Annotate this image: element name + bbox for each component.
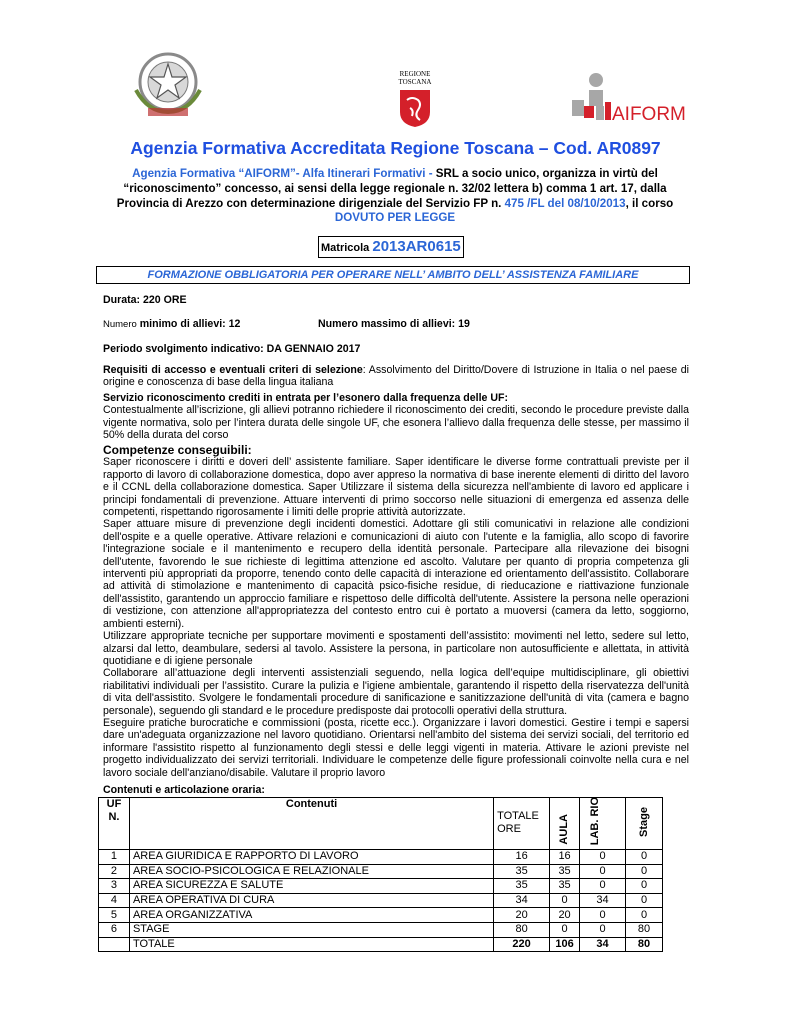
header-lab <box>580 798 626 850</box>
row-number: 2 <box>99 864 130 879</box>
matricola-box <box>318 236 464 258</box>
course-title-banner: FORMAZIONE OBBLIGATORIA PER OPERARE NELL’ AMBITO DELL’ ASSISTENZA FAMILIARE <box>96 266 690 284</box>
total-aula: 106 <box>550 937 580 952</box>
aiform-text: AIFORM <box>612 104 686 125</box>
total-hours: 220 <box>494 937 550 952</box>
periodo: Periodo svolgimento indicativo: DA GENNAIO 2017 <box>103 343 361 355</box>
intro-agency-name: Agenzia Formativa “AIFORM”- Alfa Itinerari Formativi - <box>132 167 436 180</box>
contenuti-heading: Contenuti e articolazione oraria: <box>103 784 265 796</box>
competenze-paragraph: Saper attuare misure di prevenzione degli incidenti domestici. Adottare gli stili comunicativi in relazione alle condizioni dell'ospite e a quelle operative. Attivare relazioni e comunicazioni di aiuto con l'utente e la famiglia, allo scopo di favorire l'integrazione sociale e il mantenimento e recupero della identità personale. Partecipare alla rilevazione dei bisogni dell'utente, favorendo le sue richieste di legittima attenzione ed ascolto. Valutare per quanto di propria competenza gli interventi più appropriati da proporre, tenendo conto delle capacità di interazione ed orientamento dell'assistito. Collaborare ad attività di stimolazione e mantenimento di capacità psico-fisiche residue, di rieducazione e riattivazione funzionale dell'assistito, garantendo un approccio familiare e rispettoso delle difficoltà dell'utente. Assistere la persona nelle operazioni di vestizione, con attenzione all'appropriatezza del contesto entro cui è portato a muoversi (camera da letto, soggiorno, ambienti esterni). <box>103 518 689 630</box>
header-stage <box>626 798 663 850</box>
row-content: AREA OPERATIVA DI CURA <box>129 893 493 908</box>
table-total-row <box>99 937 663 952</box>
requisiti-text: : Assolvimento del Diritto/Dovere di Istruzione in Italia o nel paese di origine e conoscenza di base della lingua italiana <box>103 364 689 389</box>
row-number: 1 <box>99 850 130 865</box>
allievi-max: Numero massimo di allievi: 19 <box>318 318 470 330</box>
row-content: STAGE <box>129 922 493 937</box>
row-aula: 0 <box>550 922 580 937</box>
header-stage-label: Stage <box>637 806 650 837</box>
competenze-paragraph: Eseguire pratiche burocratiche e commissioni (posta, ricette ecc.). Organizzare i lavori domestici. Gestire i tempi e sapersi dare un'adeguata organizzazione nel lavoro quotidiano. Orientarsi nell'ambito del sistema dei servizi sociali, del territorio ed informare l'assistito rispetto al funzionamento degli stessi e delle leggi vigenti in materia. Attivare le azioni previste nel progetto individualizzato dei servizi territoriali. Individuare le competenze delle figure professionali coinvolte nella cura e nel lavoro sociale dell'anziano/disabile. Valutare il proprio lavoro <box>103 716 689 779</box>
row-stage: 80 <box>626 922 663 937</box>
header-uf: UF N. <box>99 798 130 850</box>
row-content: AREA ORGANIZZATIVA <box>129 908 493 923</box>
competenze-paragraph: Saper riconoscere i diritti e doveri dell’ assistente familiare. Saper identificare le diverse forme contrattuali previste per il rapporto di lavoro di collaborazione domestica, dopo aver appreso la normativa di base inerente elementi di diritto del lavoro e il CCNL della collaborazione domestica. Saper Utilizzare il sistema della sicurezza nell'ambiente di lavoro ed applicare i principi fondamentali di prevenzione. Attuare interventi di primo soccorso nelle situazioni di emergenza ed assenza delle competenti, rispettando rigorosamente i limiti delle proprie attività autorizzate. <box>103 456 689 519</box>
table-row <box>99 850 663 865</box>
row-lab: 0 <box>580 879 626 894</box>
allievi-min <box>103 318 240 330</box>
row-number: 4 <box>99 893 130 908</box>
row-content: AREA SOCIO-PSICOLOGICA E RELAZIONALE <box>129 864 493 879</box>
row-aula: 35 <box>550 864 580 879</box>
table-row <box>99 922 663 937</box>
regione-toscana-logo <box>390 70 440 128</box>
competenze-section <box>103 444 689 779</box>
row-content: AREA GIURIDICA E RAPPORTO DI LAVORO <box>129 850 493 865</box>
row-stage: 0 <box>626 879 663 894</box>
contenuti-table <box>98 797 663 952</box>
regione-label: REGIONE <box>399 70 431 78</box>
header-totale: TOTALE ORE <box>494 798 550 850</box>
riconoscimento-text: Contestualmente all’iscrizione, gli allievi potranno richiedere il riconoscimento dei crediti, secondo le procedure previste dalla vigente normativa, solo per l’intera durata delle singole UF, che esonera l’allievo dalla frequenza delle stesse, per massimo il 50% della durata del corso <box>103 404 689 442</box>
competenze-paragraph: Utilizzare appropriate tecniche per supportare movimenti e spostamenti dell’assistito: movimenti nel letto, sedere sul letto, alzarsi dal letto, deambulare, sedersi al tavolo. Assistere la persona, in particolare non autosufficiente e allettata, in attività quotidiane e di igiene personale <box>103 630 689 667</box>
table-row <box>99 893 663 908</box>
matricola-value: 2013AR0615 <box>372 238 461 255</box>
row-lab: 0 <box>580 908 626 923</box>
total-label: TOTALE <box>129 937 493 952</box>
repubblica-italiana-emblem <box>128 50 208 120</box>
matricola-label: Matricola <box>321 242 373 254</box>
row-total: 34 <box>494 893 550 908</box>
competenze-heading: Competenze conseguibili: <box>103 443 252 457</box>
requisiti-label: Requisiti di accesso e eventuali criteri di selezione <box>103 364 363 376</box>
competenze-paragraph: Collaborare all’attuazione degli interventi assistenziali seguendo, nella logica dell’equipe multidisciplinare, gli obiettivi riabilitativi individuali per l’assistito. Curare la pulizia e l'igiene ambientale, garantendo il rispetto della riservatezza dell'unità di vita dell'assistito. Svolgere le fondamentali procedure di sanificazione e sanitizzazione dell'unità di vita (camera e bagno personale), seguendo gli standard e le procedure predisposte dai protocolli operativi della struttura. <box>103 667 689 717</box>
row-number: 5 <box>99 908 130 923</box>
durata: Durata: 220 ORE <box>103 294 187 306</box>
row-total: 80 <box>494 922 550 937</box>
row-lab: 0 <box>580 864 626 879</box>
header-contenuti: Contenuti <box>129 798 493 850</box>
riconoscimento-section <box>103 392 689 442</box>
header-aula <box>550 798 580 850</box>
row-aula: 0 <box>550 893 580 908</box>
total-empty-cell <box>99 937 130 952</box>
row-aula: 35 <box>550 879 580 894</box>
intro-text-2: , il corso <box>625 196 674 210</box>
header-lab-label: LAB. RIO <box>588 796 601 845</box>
row-aula: 16 <box>550 850 580 865</box>
table-row <box>99 908 663 923</box>
row-lab: 34 <box>580 893 626 908</box>
row-total: 20 <box>494 908 550 923</box>
aiform-logo <box>570 70 686 128</box>
total-lab: 34 <box>580 937 626 952</box>
allievi-min-prefix: Numero <box>103 319 137 330</box>
row-stage: 0 <box>626 864 663 879</box>
intro-text-1: SRL a socio unico, organizza in virtù del “riconoscimento” concesso, ai sensi della legge regionale n. 32/02 lettera b) comma 1 art. 17, dalla Provincia di Arezzo con determinazione dirigenziale del Servizio FP n. <box>116 167 667 210</box>
table-header-row <box>99 798 663 850</box>
row-total: 35 <box>494 864 550 879</box>
row-total: 16 <box>494 850 550 865</box>
row-stage: 0 <box>626 893 663 908</box>
row-stage: 0 <box>626 850 663 865</box>
total-stage: 80 <box>626 937 663 952</box>
page-title: Agenzia Formativa Accreditata Regione Toscana – Cod. AR0897 <box>130 138 661 158</box>
toscana-label: TOSCANA <box>398 78 432 86</box>
row-total: 35 <box>494 879 550 894</box>
intro-course-type: DOVUTO PER LEGGE <box>334 211 456 225</box>
requisiti <box>103 364 689 389</box>
table-row <box>99 864 663 879</box>
table-row <box>99 879 663 894</box>
intro-determination: 475 /FL del 08/10/2013 <box>504 196 626 210</box>
header-aula-label: AULA <box>558 814 571 845</box>
row-lab: 0 <box>580 850 626 865</box>
allievi-min-text: minimo di allievi: 12 <box>136 318 241 330</box>
row-number: 3 <box>99 879 130 894</box>
riconoscimento-heading: Servizio riconoscimento crediti in entrata per l’esonero dalla frequenza delle UF: <box>103 392 509 404</box>
intro-paragraph <box>100 167 690 226</box>
row-number: 6 <box>99 922 130 937</box>
row-lab: 0 <box>580 922 626 937</box>
row-aula: 20 <box>550 908 580 923</box>
row-stage: 0 <box>626 908 663 923</box>
row-content: AREA SICUREZZA E SALUTE <box>129 879 493 894</box>
